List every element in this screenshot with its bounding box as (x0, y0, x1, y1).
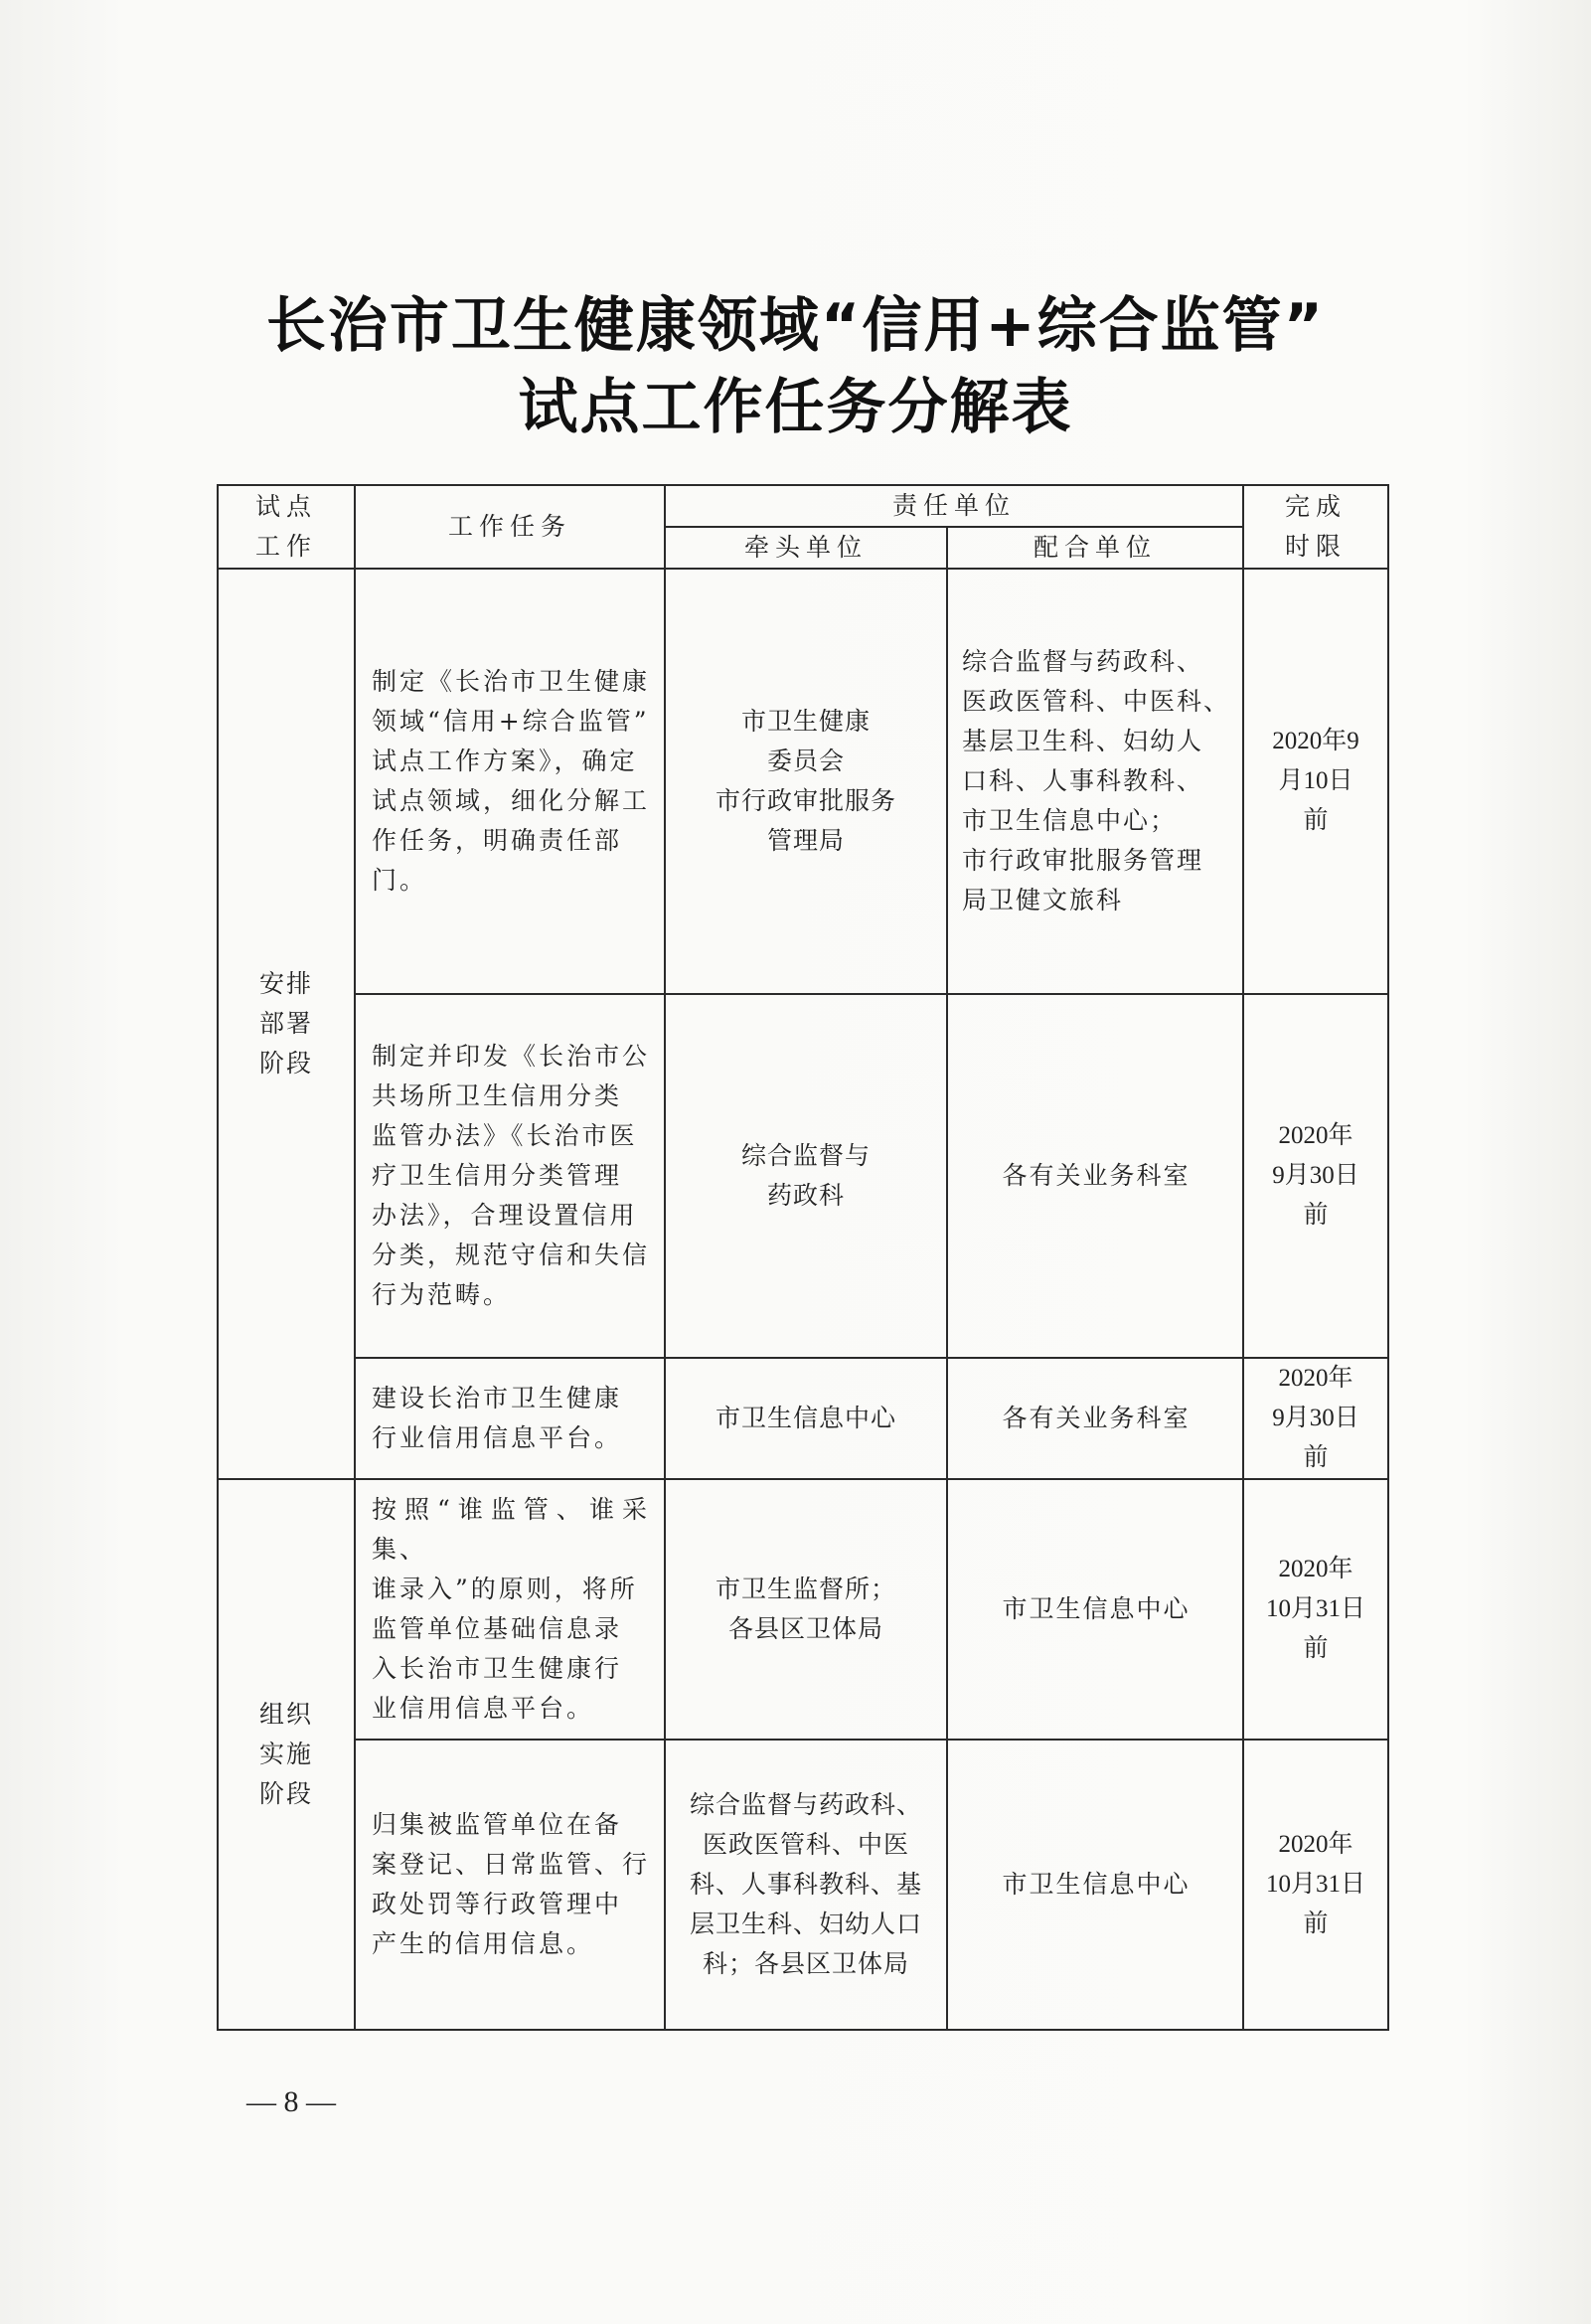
lead-unit-cell: 市卫生健康 委员会 市行政审批服务 管理局 (665, 569, 947, 994)
document-title-line-1: 长治市卫生健康领域“信用+综合监管” (265, 291, 1326, 361)
deadline-cell: 2020年9 月10日 前 (1243, 569, 1388, 994)
coop-unit-cell: 市卫生信息中心 (947, 1479, 1243, 1740)
task-cell: 按照“谁监管、谁采集、 谁录入”的原则，将所 监管单位基础信息录 入长治市卫生健康行 业信用信息平台。 (355, 1479, 665, 1740)
deadline-cell: 2020年 10月31日 前 (1243, 1479, 1388, 1740)
coop-unit-cell: 市卫生信息中心 (947, 1740, 1243, 2030)
lead-unit-cell: 综合监督与药政科、 医政医管科、中医 科、人事科教科、基 层卫生科、妇幼人口 科；各县区卫体局 (665, 1740, 947, 2030)
task-breakdown-table (217, 484, 1389, 2031)
header-responsible-unit: 责任单位 (665, 485, 1243, 527)
table-row (218, 569, 1388, 994)
header-work-task: 工作任务 (355, 485, 665, 569)
header-pilot-work: 试点 工作 (218, 485, 355, 569)
header-deadline: 完成 时限 (1243, 485, 1388, 569)
document-title-line-2: 试点工作任务分解表 (518, 373, 1073, 442)
lead-unit-cell: 综合监督与 药政科 (665, 994, 947, 1358)
task-cell: 制定《长治市卫生健康 领域“信用+综合监管” 试点工作方案》，确定 试点领域，细化分解工 作任务，明确责任部 门。 (355, 569, 665, 994)
coop-unit-cell: 各有关业务科室 (947, 994, 1243, 1358)
deadline-cell: 2020年 10月31日 前 (1243, 1740, 1388, 2030)
stage-name-arrangement: 安排 部署 阶段 (218, 569, 355, 1479)
header-coop-unit: 配合单位 (947, 527, 1243, 569)
deadline-cell: 2020年 9月30日 前 (1243, 994, 1388, 1358)
lead-unit-cell: 市卫生信息中心 (665, 1358, 947, 1479)
table-row (218, 1358, 1388, 1479)
header-lead-unit: 牵头单位 (665, 527, 947, 569)
deadline-cell: 2020年 9月30日 前 (1243, 1358, 1388, 1479)
table-row (218, 1740, 1388, 2030)
page-number: — 8 — (246, 2085, 336, 2118)
task-cell: 建设长治市卫生健康 行业信用信息平台。 (355, 1358, 665, 1479)
table-row (218, 994, 1388, 1358)
table-row (218, 1479, 1388, 1740)
stage-name-implementation: 组织 实施 阶段 (218, 1479, 355, 2030)
coop-unit-cell: 各有关业务科室 (947, 1358, 1243, 1479)
coop-unit-cell: 综合监督与药政科、 医政医管科、中医科、 基层卫生科、妇幼人 口科、人事科教科、 市卫生信息中心； 市行政审批服务管理 局卫健文旅科 (947, 569, 1243, 994)
task-cell: 制定并印发《长治市公 共场所卫生信用分类 监管办法》《长治市医 疗卫生信用分类管理 办法》，合理设置信用 分类，规范守信和失信 行为范畴。 (355, 994, 665, 1358)
lead-unit-cell: 市卫生监督所； 各县区卫体局 (665, 1479, 947, 1740)
task-cell: 归集被监管单位在备 案登记、日常监管、行 政处罚等行政管理中 产生的信用信息。 (355, 1740, 665, 2030)
